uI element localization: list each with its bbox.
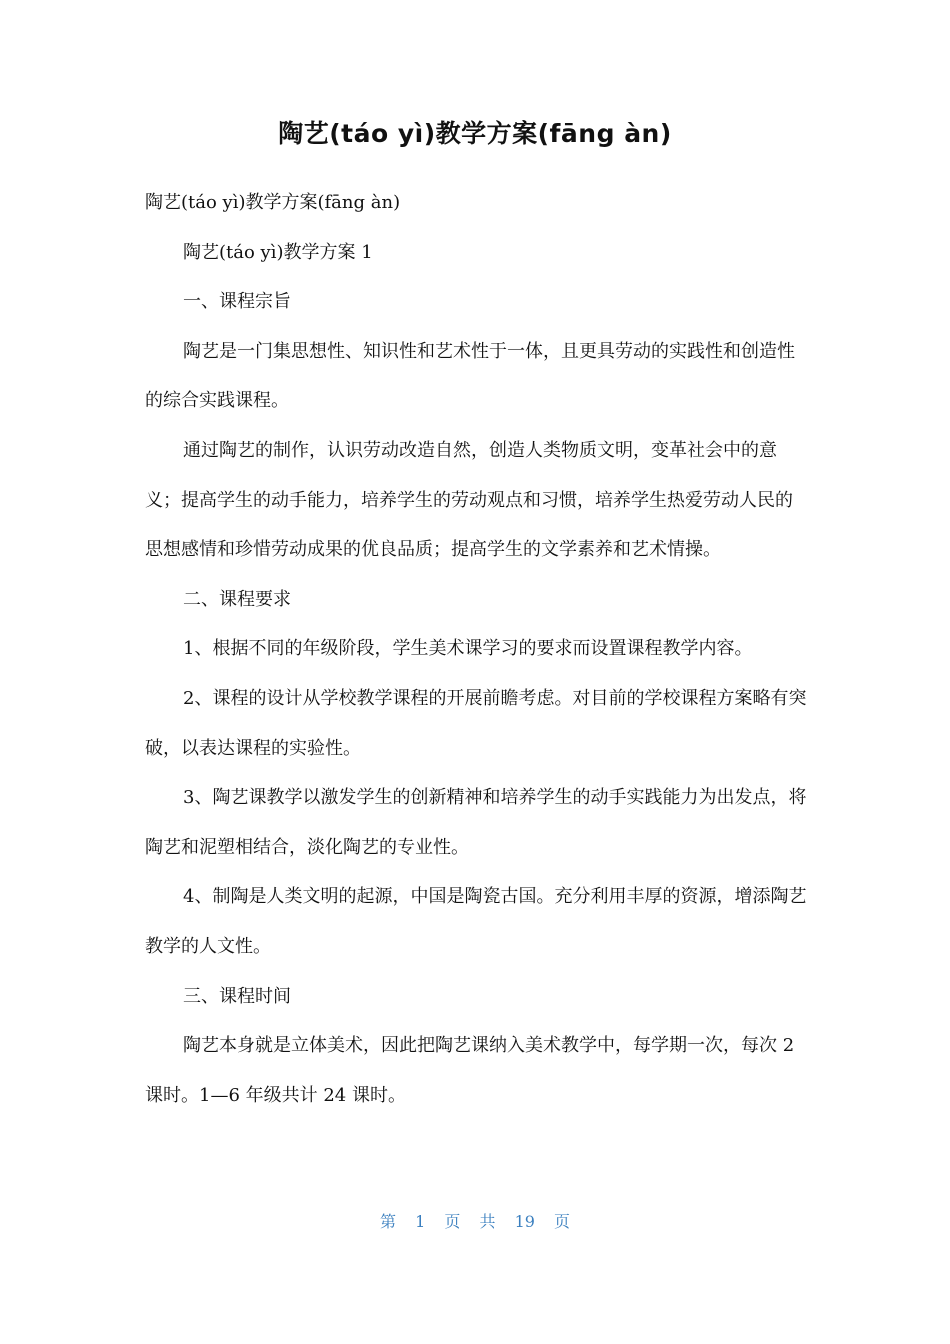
document-body: [145, 178, 809, 1120]
section-heading-requirements: 二、课程要求: [183, 588, 291, 610]
footer-label-gong: 共: [479, 1212, 496, 1231]
paragraph-requirement-2: 2、课程的设计从学校教学课程的开展前瞻考虑。对目前的学校课程方案略有突破，以表达课程的实验性。: [145, 687, 807, 759]
document-title: 陶艺(táo yì)教学方案(fāng àn): [278, 119, 672, 148]
section-heading-schedule: 三、课程时间: [183, 985, 291, 1007]
footer-label-ye: 页: [444, 1212, 461, 1231]
footer-total-pages: 19: [514, 1212, 535, 1231]
paragraph-purpose-1: 陶艺是一门集思想性、知识性和艺术性于一体，且更具劳动的实践性和创造性的综合实践课程。: [145, 340, 795, 412]
paragraph-requirement-1: 1、根据不同的年级阶段，学生美术课学习的要求而设置课程教学内容。: [183, 638, 753, 660]
paragraph-requirement-4: 4、制陶是人类文明的起源，中国是陶瓷古国。充分利用丰厚的资源，增添陶艺教学的人文性。: [145, 886, 807, 957]
paragraph-schedule: 陶艺本身就是立体美术，因此把陶艺课纳入美术教学中，每学期一次，每次 2 课时。1—6 年级共计 24 课时。: [145, 1035, 795, 1106]
paragraph-doc-name: 陶艺(táo yì)教学方案(fāng àn): [145, 192, 401, 213]
page-footer: [0, 1208, 950, 1236]
section-heading-purpose: 一、课程宗旨: [183, 291, 291, 313]
footer-current-page: 1: [415, 1212, 426, 1231]
paragraph-purpose-2: 通过陶艺的制作，认识劳动改造自然，创造人类物质文明，变革社会中的意义；提高学生的动手能力，培养学生的劳动观点和习惯，培养学生热爱劳动人民的思想感情和珍惜劳动成果的优良品质；提高学生的文学素养和艺术情操。: [145, 439, 793, 561]
paragraph-plan-heading: 陶艺(táo yì)教学方案 1: [183, 241, 373, 263]
footer-label-ye-2: 页: [554, 1212, 571, 1231]
footer-label-di: 第: [379, 1212, 396, 1231]
paragraph-requirement-3: 3、陶艺课教学以激发学生的创新精神和培养学生的动手实践能力为出发点，将陶艺和泥塑相结合，淡化陶艺的专业性。: [145, 787, 807, 858]
